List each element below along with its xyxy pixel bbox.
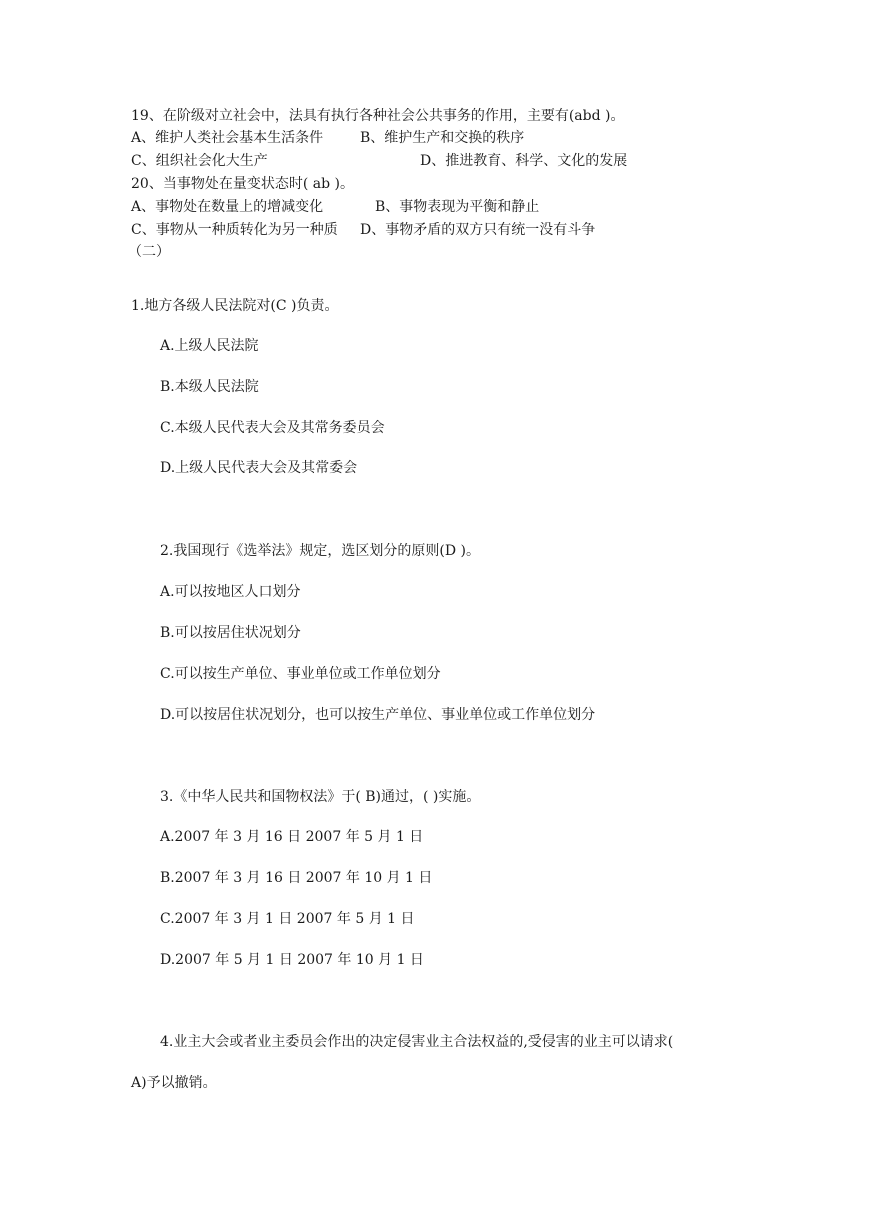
question-19-option-b: B、维护生产和交换的秩序 xyxy=(360,130,525,146)
question-2-option-b: B.可以按居住状况划分 xyxy=(160,625,301,641)
section-title: （二） xyxy=(128,244,170,260)
question-4-stem-line-1: 4.业主大会或者业主委员会作出的决定侵害业主合法权益的,受侵害的业主可以请求( xyxy=(160,1034,674,1050)
question-19-option-d: D、推进教育、科学、文化的发展 xyxy=(420,153,628,169)
question-3-option-b: B.2007 年 3 月 16 日 2007 年 10 月 1 日 xyxy=(160,870,433,886)
question-3-option-d: D.2007 年 5 月 1 日 2007 年 10 月 1 日 xyxy=(160,952,424,968)
question-19-option-a: A、维护人类社会基本生活条件 xyxy=(131,130,324,146)
question-1-option-b: B.本级人民法院 xyxy=(160,379,259,395)
question-19-option-c: C、组织社会化大生产 xyxy=(131,153,268,169)
question-3-option-a: A.2007 年 3 月 16 日 2007 年 5 月 1 日 xyxy=(160,829,424,845)
question-1-option-c: C.本级人民代表大会及其常务委员会 xyxy=(160,420,385,436)
question-3-stem: 3.《中华人民共和国物权法》于( B)通过，( )实施。 xyxy=(160,789,481,805)
question-1-stem: 1.地方各级人民法院对(C )负责。 xyxy=(131,298,339,314)
question-19-stem: 19、在阶级对立社会中，法具有执行各种社会公共事务的作用，主要有(abd )。 xyxy=(131,108,625,124)
question-20-option-a: A、事物处在数量上的增减变化 xyxy=(131,199,324,215)
question-1-option-d: D.上级人民代表大会及其常委会 xyxy=(160,460,358,476)
question-20-stem: 20、当事物处在量变状态时( ab )。 xyxy=(131,176,354,192)
question-1-option-a: A.上级人民法院 xyxy=(160,338,259,354)
question-2-option-d: D.可以按居住状况划分，也可以按生产单位、事业单位或工作单位划分 xyxy=(160,707,596,723)
question-2-option-a: A.可以按地区人口划分 xyxy=(160,584,301,600)
question-20-option-b: B、事物表现为平衡和静止 xyxy=(375,199,540,215)
question-20-option-c: C、事物从一种质转化为另一种质 xyxy=(131,222,338,238)
question-3-option-c: C.2007 年 3 月 1 日 2007 年 5 月 1 日 xyxy=(160,911,415,927)
question-2-option-c: C.可以按生产单位、事业单位或工作单位划分 xyxy=(160,666,441,682)
question-2-stem: 2.我国现行《选举法》规定，选区划分的原则(D )。 xyxy=(160,543,480,559)
question-4-stem-line-2: A)予以撤销。 xyxy=(131,1075,217,1091)
question-20-option-d: D、事物矛盾的双方只有统一没有斗争 xyxy=(360,222,596,238)
